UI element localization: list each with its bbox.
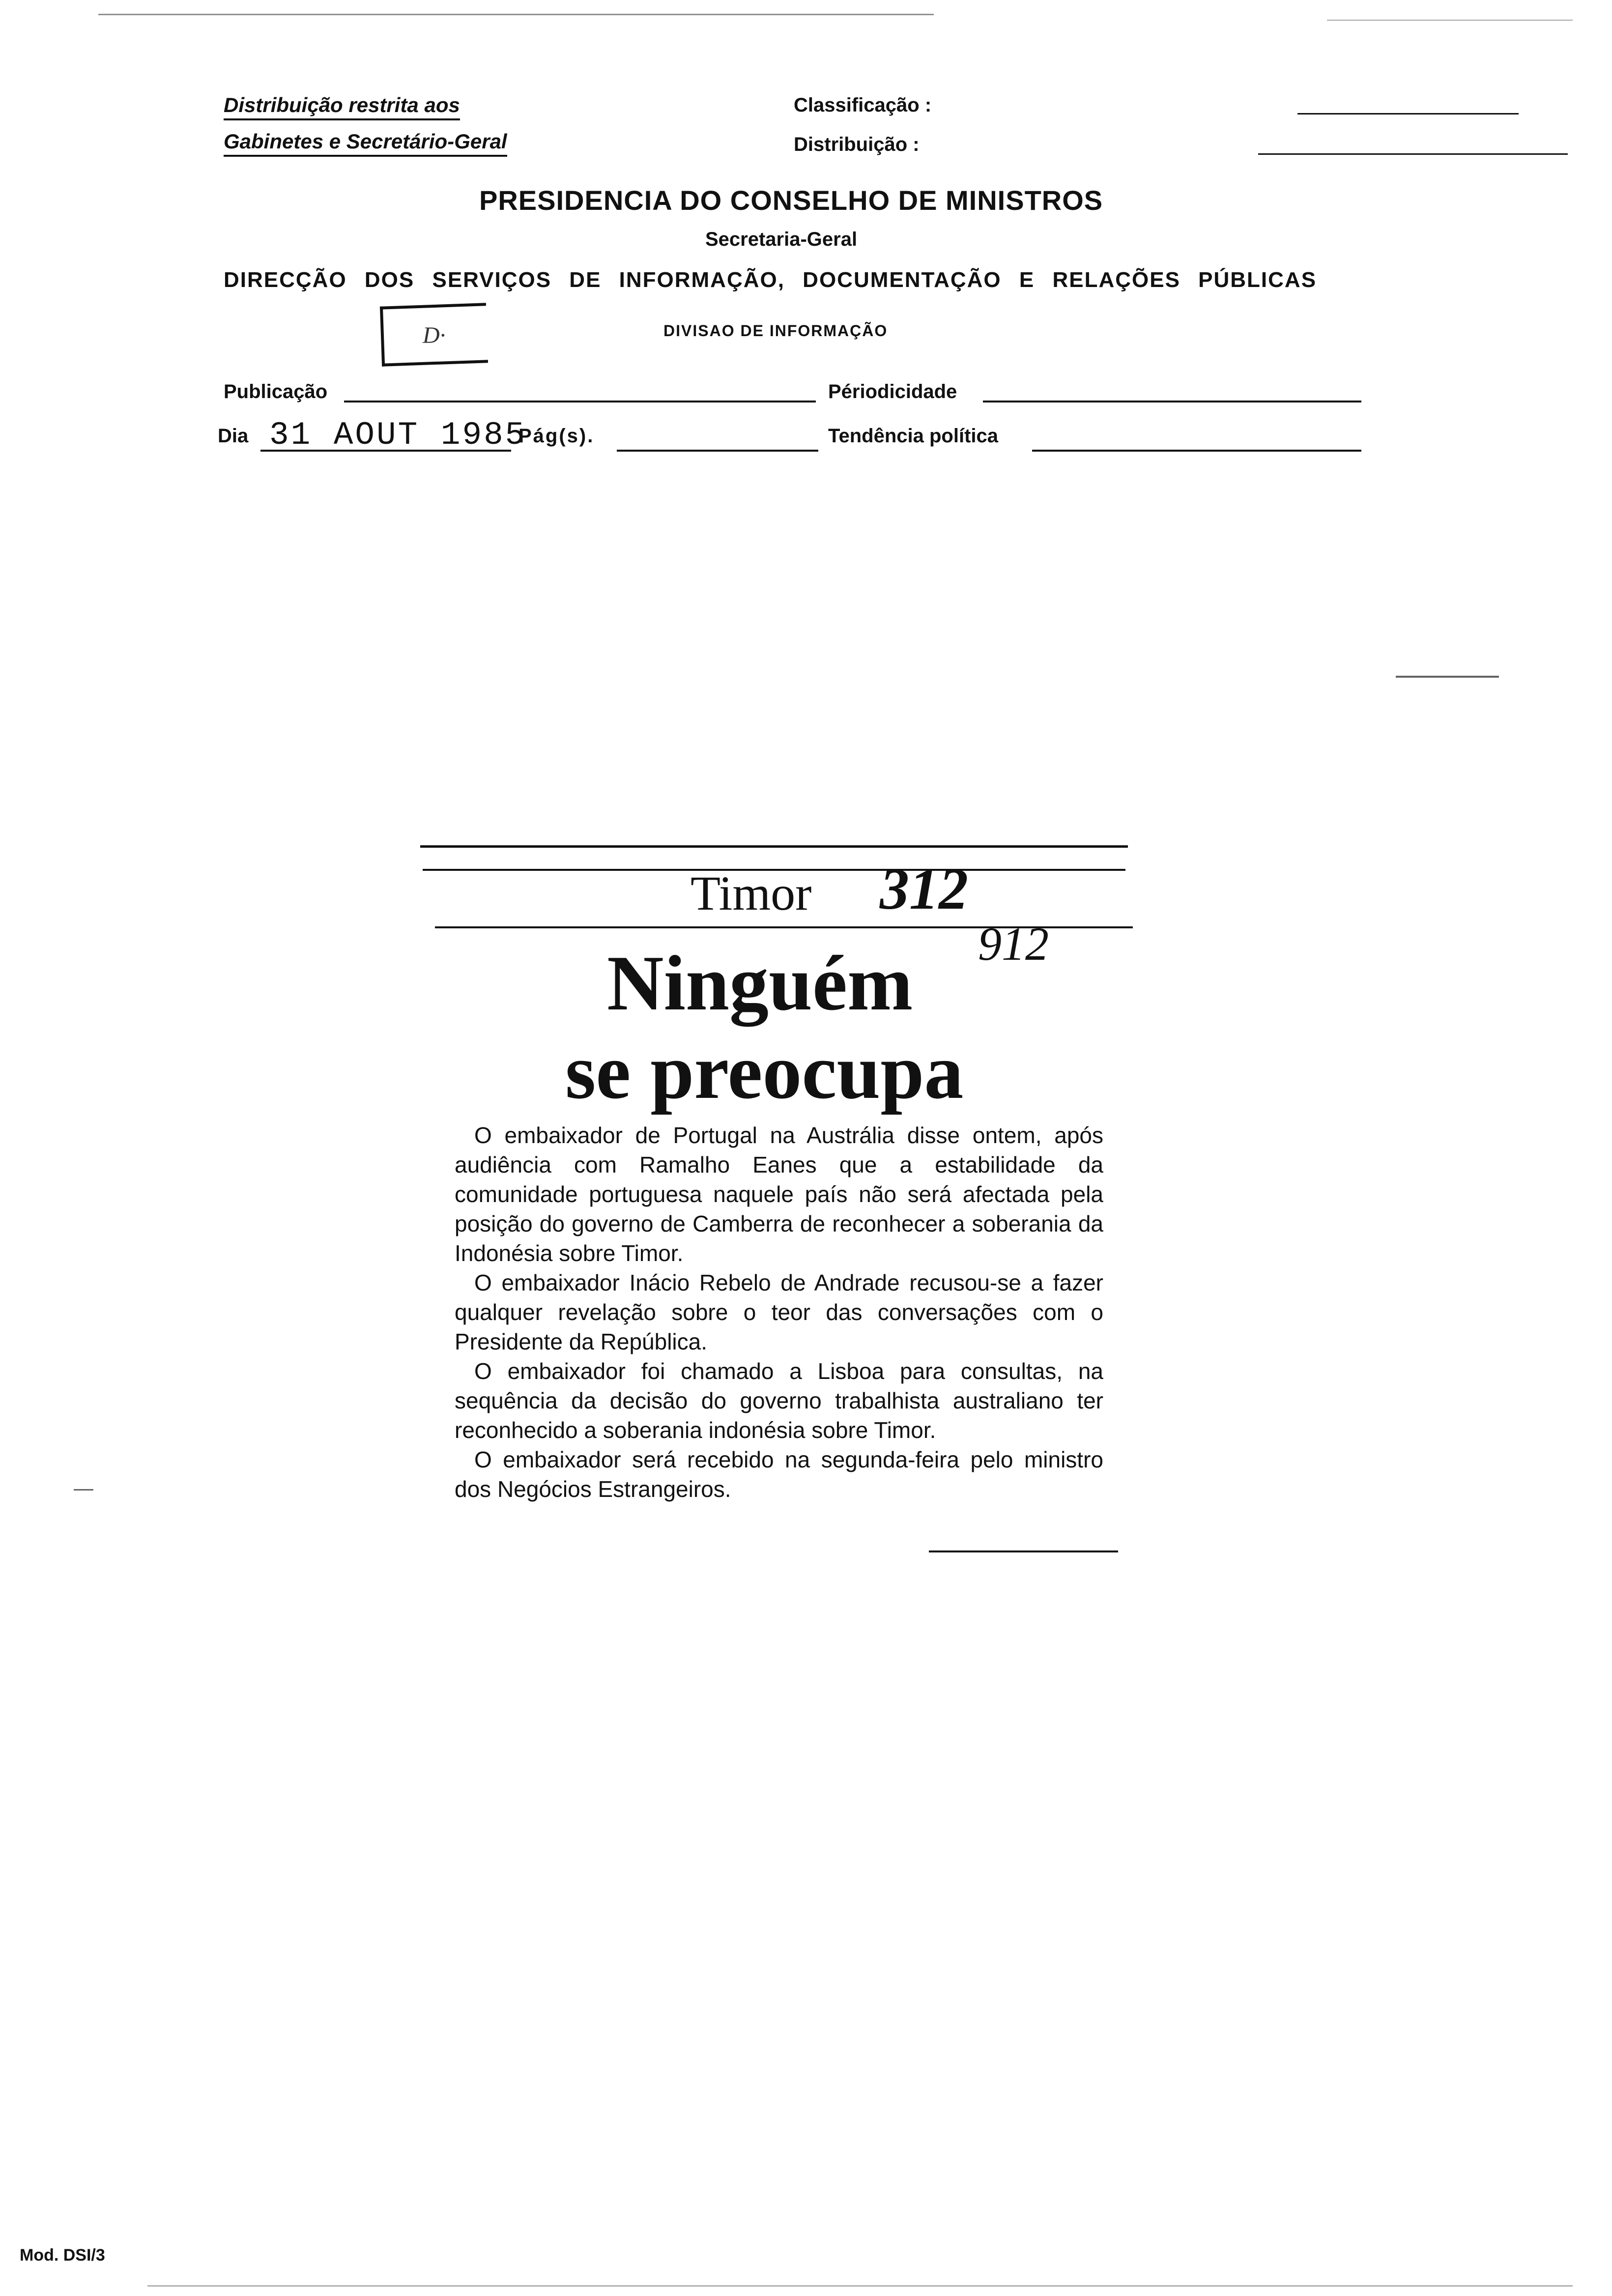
pags-line bbox=[617, 450, 818, 452]
publicacao-label: Publicação bbox=[224, 381, 328, 402]
clipping-bottom-rule bbox=[929, 1550, 1118, 1552]
clipping-kicker: Timor bbox=[691, 866, 812, 920]
org-title: PRESIDENCIA DO CONSELHO DE MINISTROS bbox=[479, 185, 1103, 216]
pags-label: Pág(s). bbox=[518, 425, 595, 447]
divisao-informacao: DIVISAO DE INFORMAÇÃO bbox=[663, 322, 888, 340]
restricted-line-1: Distribuição restrita aos bbox=[224, 93, 460, 120]
classificacao-label: Classificação : bbox=[794, 94, 932, 116]
scan-artifact bbox=[147, 2285, 1573, 2287]
restricted-distribution bbox=[224, 93, 666, 153]
secretaria-geral: Secretaria-Geral bbox=[705, 229, 858, 250]
distribuicao-label: Distribuição : bbox=[794, 134, 920, 155]
scan-artifact bbox=[98, 14, 934, 15]
clipping-paragraph: O embaixador foi chamado a Lisboa para consultas, na sequência da decisão do governo trabalhista australiano ter reconhecido a soberania indonésia sobre Timor. bbox=[455, 1358, 1103, 1443]
clipping-headline-1: Ninguém bbox=[607, 939, 913, 1027]
scan-artifact bbox=[74, 1489, 93, 1491]
tendencia-label: Tendência política bbox=[828, 425, 998, 447]
clipping-headline-2: se preocupa bbox=[565, 1028, 964, 1115]
dia-label: Dia bbox=[218, 425, 249, 447]
clipping-paragraph: O embaixador de Portugal na Austrália disse ontem, após audiência com Ramalho Eanes que a estabilidade da comunidade portuguesa naquele país não será afectada pela posição do governo de Camberra de reconhecer a soberania da Indonésia sobre Timor. bbox=[455, 1122, 1103, 1266]
scan-artifact bbox=[1396, 676, 1499, 678]
clipping-paragraph: O embaixador Inácio Rebelo de Andrade recusou-se a fazer qualquer revelação sobre o teor das conversações com o Presidente da República. bbox=[455, 1270, 1103, 1354]
dia-line bbox=[260, 450, 511, 452]
direccao-servicos: DIRECÇÃO DOS SERVIÇOS DE INFORMAÇÃO, DOCUMENTAÇÃO E RELAÇÕES PÚBLICAS bbox=[224, 268, 1317, 292]
form-model: Mod. DSI/3 bbox=[20, 2246, 105, 2265]
periodicidade-line bbox=[983, 401, 1361, 402]
distribuicao-line bbox=[1258, 153, 1568, 155]
clipping-body bbox=[455, 1120, 1103, 1504]
handwritten-number-2: 912 bbox=[978, 918, 1049, 970]
handwritten-number: 312 bbox=[880, 856, 968, 921]
stamp-mark: D· bbox=[423, 322, 446, 348]
scan-artifact bbox=[1327, 20, 1573, 21]
classificacao-line bbox=[1297, 113, 1519, 115]
periodicidade-label: Périodicidade bbox=[828, 381, 957, 402]
clipping-top-rule bbox=[420, 845, 1128, 848]
tendencia-line bbox=[1032, 450, 1361, 452]
publicacao-line bbox=[344, 401, 816, 402]
dia-value: 31 AOUT 1985 bbox=[269, 417, 527, 454]
clipping-paragraph: O embaixador será recebido na segunda-feira pelo ministro dos Negócios Estrangeiros. bbox=[455, 1447, 1103, 1502]
restricted-line-2: Gabinetes e Secretário-Geral bbox=[224, 130, 507, 157]
